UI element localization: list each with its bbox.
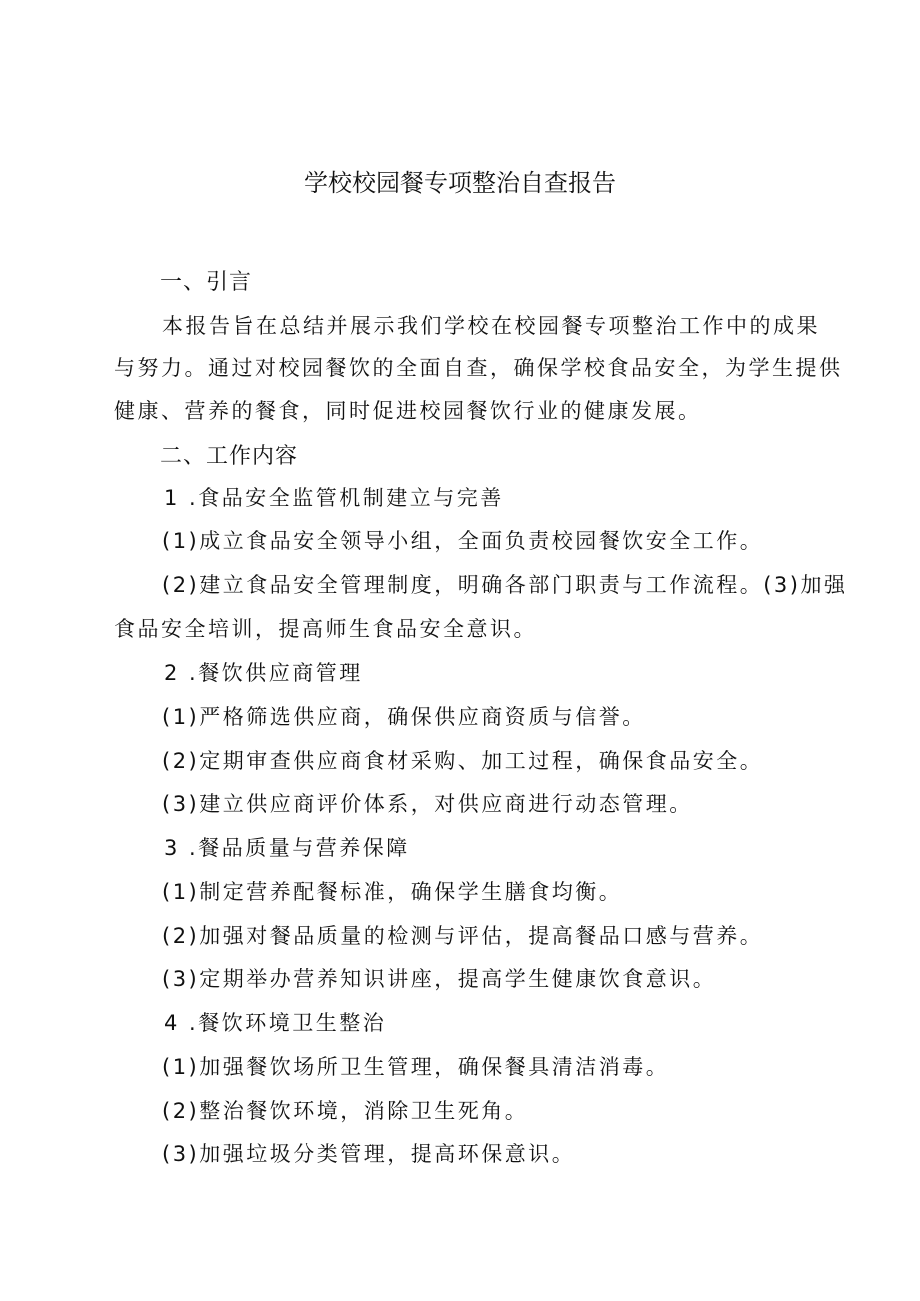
subsection-heading: 1 .食品安全监管机制建立与完善 xyxy=(164,486,504,510)
list-item: (2)加强对餐品质量的检测与评估，提高餐品口感与营养。 xyxy=(162,924,764,948)
list-item: (1)成立食品安全领导小组，全面负责校园餐饮安全工作。 xyxy=(162,529,764,553)
list-item: 食品安全培训，提高师生食品安全意识。 xyxy=(114,617,537,641)
subsection-heading: 4 .餐饮环境卫生整治 xyxy=(164,1011,387,1035)
subsection-heading: 3 .餐品质量与营养保障 xyxy=(164,836,410,860)
subsection-heading: 2 .餐饮供应商管理 xyxy=(164,661,363,685)
intro-paragraph-line: 与努力。通过对校园餐饮的全面自查，确保学校食品安全，为学生提供 xyxy=(114,356,843,380)
list-item: (2)定期审查供应商食材采购、加工过程，确保食品安全。 xyxy=(162,749,764,773)
intro-paragraph-line: 本报告旨在总结并展示我们学校在校园餐专项整治工作中的成果 xyxy=(162,314,820,338)
list-item: (2)建立食品安全管理制度，明确各部门职责与工作流程。(3)加强 xyxy=(162,573,848,597)
list-item: (3)加强垃圾分类管理，提高环保意识。 xyxy=(162,1142,576,1166)
list-item: (3)建立供应商评价体系，对供应商进行动态管理。 xyxy=(162,792,693,816)
list-item: (2)整治餐饮环境，消除卫生死角。 xyxy=(162,1099,529,1123)
section-heading-introduction: 一、引言 xyxy=(160,270,253,295)
list-item: (1)加强餐饮场所卫生管理，确保餐具清洁消毒。 xyxy=(162,1055,670,1079)
list-item: (3)定期举办营养知识讲座，提高学生健康饮食意识。 xyxy=(162,967,717,991)
section-heading-work-content: 二、工作内容 xyxy=(160,444,299,469)
document-title: 学校校园餐专项整治自查报告 xyxy=(304,169,616,197)
list-item: (1)制定营养配餐标准，确保学生膳食均衡。 xyxy=(162,880,623,904)
intro-paragraph-line: 健康、营养的餐食，同时促进校园餐饮行业的健康发展。 xyxy=(114,399,702,423)
list-item: (1)严格筛选供应商，确保供应商资质与信誉。 xyxy=(162,705,646,729)
